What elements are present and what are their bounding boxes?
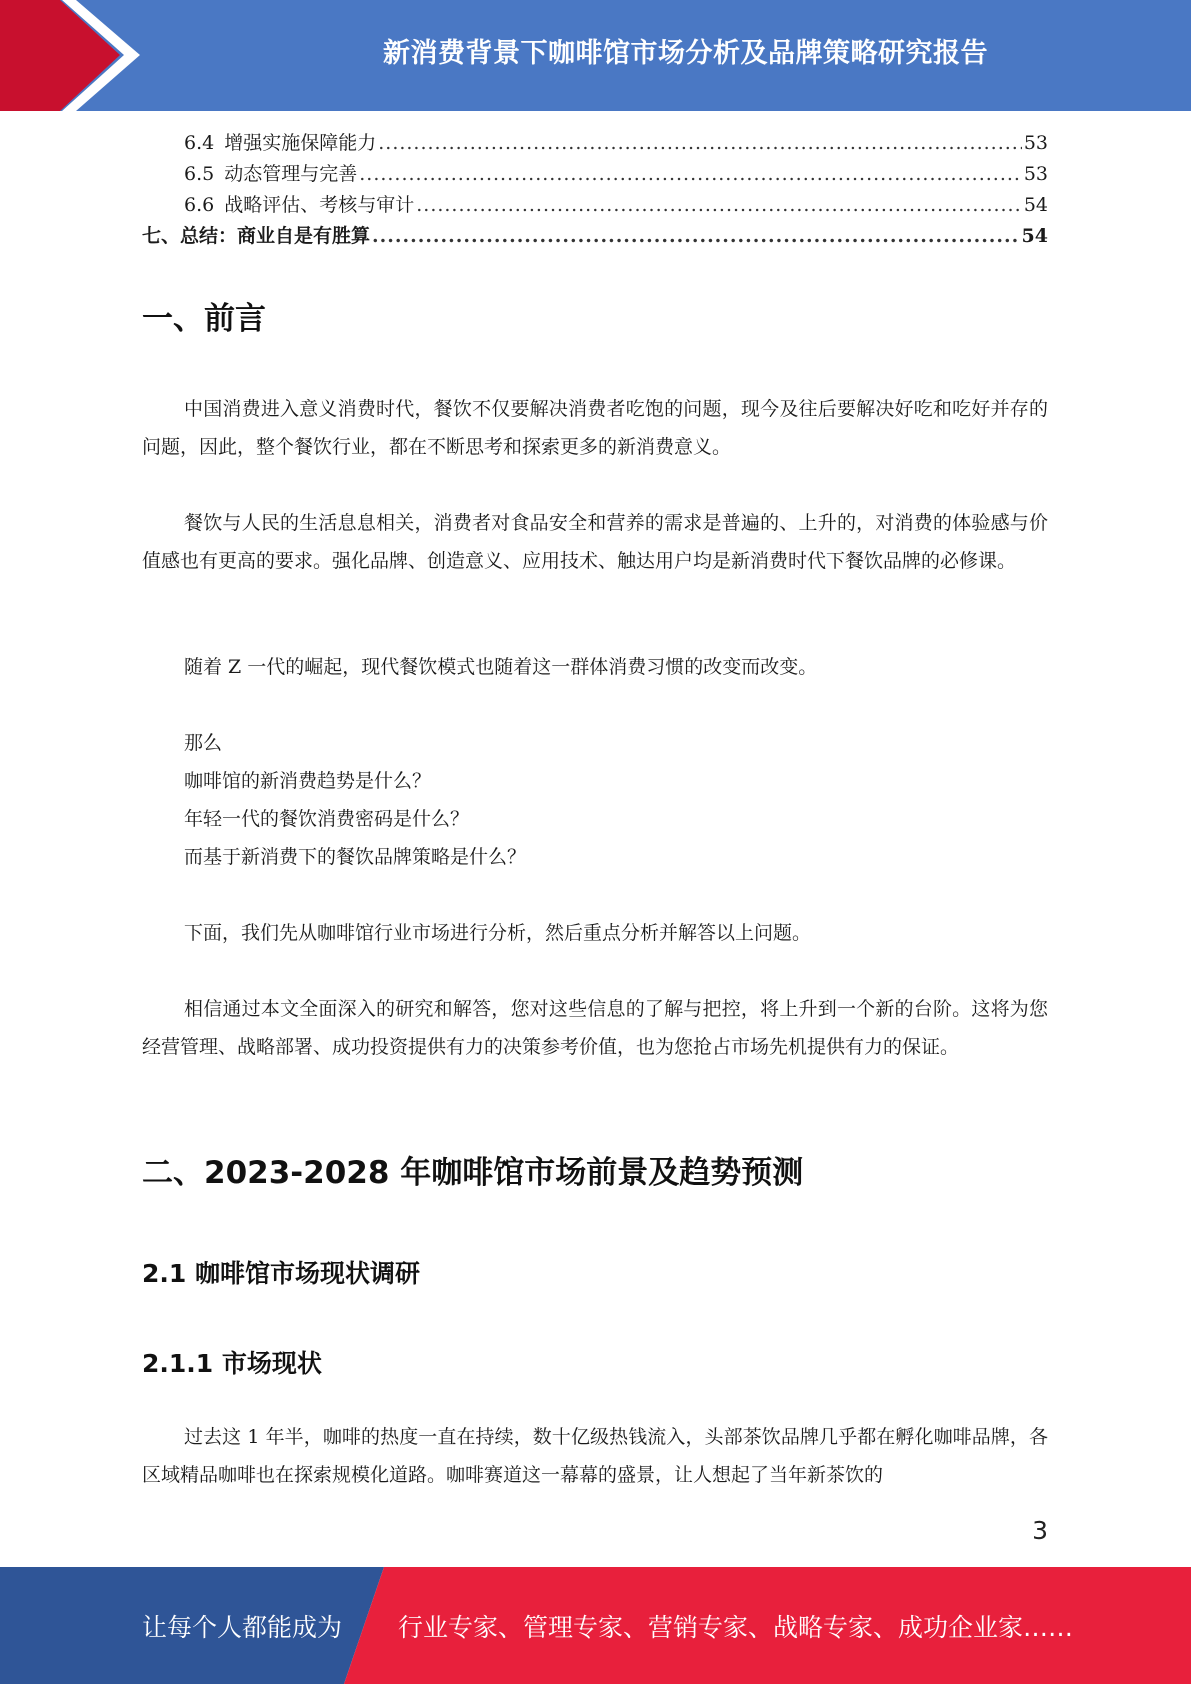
question-intro: 那么: [184, 732, 223, 754]
toc-leader-dots: [359, 159, 1022, 190]
footer-slogan-left: 让每个人都能成为: [142, 1612, 343, 1642]
toc-entry-number: 6.5: [184, 163, 215, 185]
toc-entry-number: 6.4: [184, 132, 215, 154]
header-arrow-icon: [0, 0, 160, 111]
toc-entry[interactable]: [142, 190, 1048, 221]
toc-entry[interactable]: [142, 159, 1048, 190]
page-number: 3: [1032, 1516, 1048, 1545]
toc-entry-chapter[interactable]: [142, 221, 1048, 252]
toc-entry-label: 战略评估、考核与审计: [224, 194, 415, 216]
body-paragraph: 中国消费进入意义消费时代，餐饮不仅要解决消费者吃饱的问题，现今及往后要解决好吃和吃好并存的问题，因此，整个餐饮行业，都在不断思考和探索更多的新消费意义。: [142, 398, 1048, 458]
body-paragraph: 相信通过本文全面深入的研究和解答，您对这些信息的了解与把控，将上升到一个新的台阶。这将为您经营管理、战略部署、成功投资提供有力的决策参考价值，也为您抢占市场先机提供有力的保证。: [142, 998, 1048, 1058]
body-paragraph: 下面，我们先从咖啡馆行业市场进行分析，然后重点分析并解答以上问题。: [184, 922, 812, 944]
footer-band: [0, 1567, 1191, 1684]
toc-entry-label: 七、总结：商业自是有胜算: [142, 225, 371, 247]
question-line: 而基于新消费下的餐饮品牌策略是什么？: [184, 846, 527, 868]
toc-entry-page: 54: [1021, 225, 1048, 247]
section-heading-preface: 一、前言: [142, 301, 266, 337]
toc-entry[interactable]: [142, 128, 1048, 159]
body-paragraph: 随着 Z 一代的崛起，现代餐饮模式也随着这一群体消费习惯的改变而改变。: [184, 656, 818, 678]
toc-entry-page: 53: [1023, 163, 1048, 185]
subsection-heading-survey: 2.1 咖啡馆市场现状调研: [142, 1259, 420, 1288]
toc-entry-label: 动态管理与完善: [224, 163, 358, 185]
toc-entry-label: 增强实施保障能力: [224, 132, 377, 154]
toc-leader-dots: [372, 221, 1020, 252]
footer-slogan-right: 行业专家、管理专家、营销专家、战略专家、成功企业家……: [398, 1612, 1074, 1642]
question-line: 年轻一代的餐饮消费密码是什么？: [184, 808, 470, 830]
header-band: [0, 0, 1191, 111]
body-paragraph: 餐饮与人民的生活息息相关，消费者对食品安全和营养的需求是普遍的、上升的，对消费的体验感与价值感也有更高的要求。强化品牌、创造意义、应用技术、触达用户均是新消费时代下餐饮品牌的必修课。: [142, 512, 1048, 572]
question-line: 咖啡馆的新消费趋势是什么？: [184, 770, 432, 792]
toc-leader-dots: [416, 190, 1022, 221]
toc-entry-page: 54: [1023, 194, 1048, 216]
toc-leader-dots: [378, 128, 1022, 159]
table-of-contents: [142, 128, 1048, 252]
section-heading-forecast: 二、2023-2028 年咖啡馆市场前景及趋势预测: [142, 1155, 804, 1191]
toc-entry-page: 53: [1023, 132, 1048, 154]
toc-entry-number: 6.6: [184, 194, 215, 216]
subsection-heading-status: 2.1.1 市场现状: [142, 1349, 322, 1378]
report-title: 新消费背景下咖啡馆市场分析及品牌策略研究报告: [383, 37, 988, 69]
body-paragraph: 过去这 1 年半，咖啡的热度一直在持续，数十亿级热钱流入，头部茶饮品牌几乎都在孵化咖啡品牌，各区域精品咖啡也在探索规模化道路。咖啡赛道这一幕幕的盛景，让人想起了当年新茶饮的: [142, 1426, 1048, 1486]
